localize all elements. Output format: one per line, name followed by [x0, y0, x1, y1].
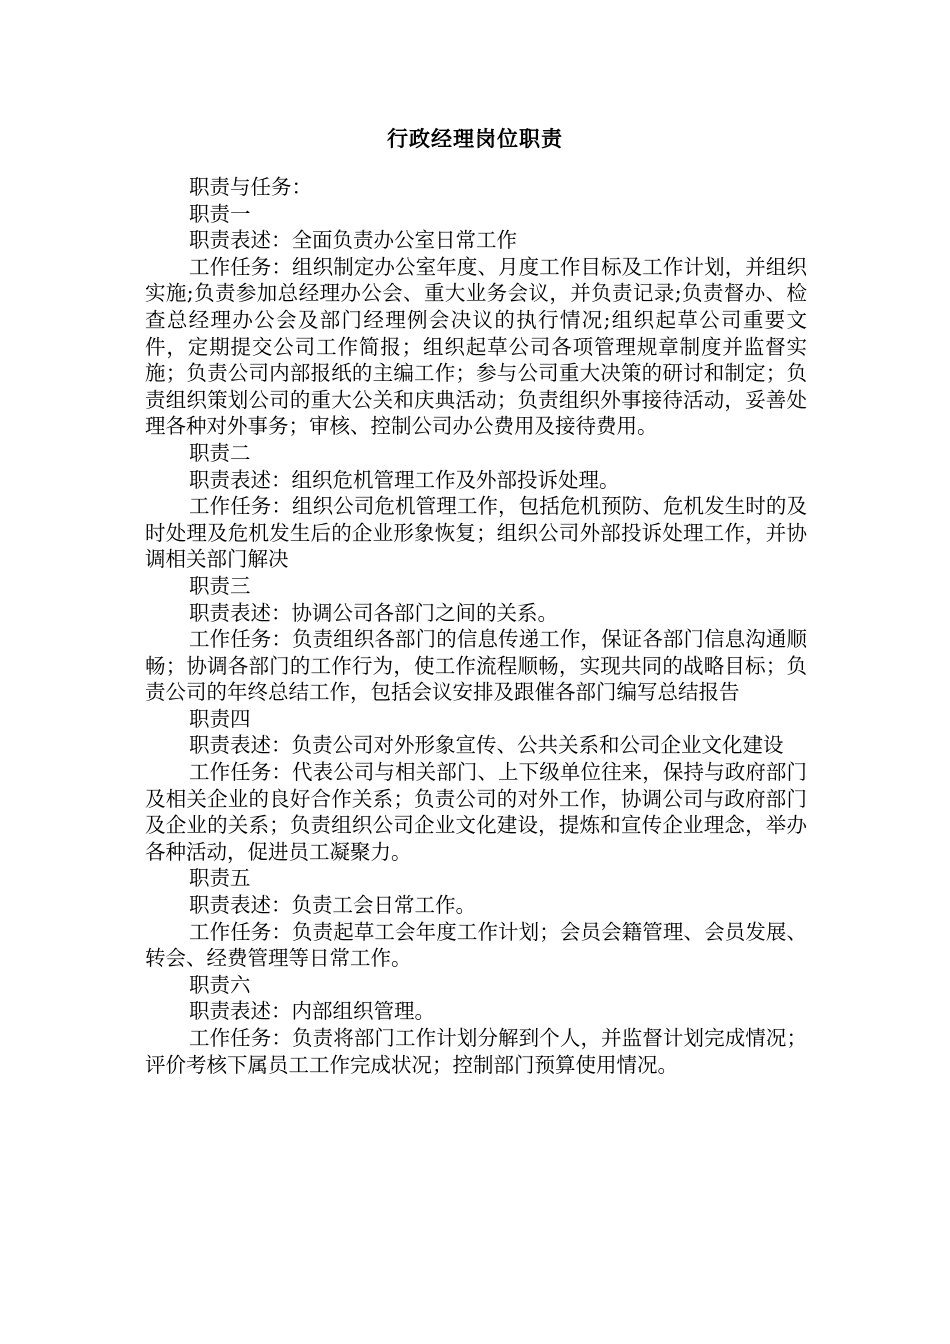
duty-6-tasks: 工作任务：负责将部门工作计划分解到个人，并监督计划完成情况；评价考核下属员工工作完成状况；控制部门预算使用情况。: [145, 1026, 807, 1077]
duty-6-description: 职责表述：内部组织管理。: [189, 999, 435, 1024]
duty-3-tasks: 工作任务：负责组织各部门的信息传递工作，保证各部门信息沟通顺畅；协调各部门的工作行为，使工作流程顺畅，实现共同的战略目标；负责公司的年终总结工作，包括会议安排及跟催各部门编写总结报告: [145, 627, 807, 705]
section-heading-duties-and-tasks: 职责与任务：: [189, 175, 312, 199]
duty-6-heading: 职责六: [189, 972, 251, 997]
duty-5-description: 职责表述：负责工会日常工作。: [189, 893, 476, 918]
document-body: [145, 174, 807, 1078]
document-title: 行政经理岗位职责: [387, 126, 563, 151]
duty-5-tasks: 工作任务：负责起草工会年度工作计划；会员会籍管理、会员发展、转会、经费管理等日常工作。: [145, 919, 807, 971]
duty-1-description: 职责表述：全面负责办公室日常工作: [189, 228, 517, 253]
duty-4-tasks: 工作任务：代表公司与相关部门、上下级单位往来，保持与政府部门及相关企业的良好合作关系；负责公司的对外工作，协调公司与政府部门及企业的关系；负责组织公司企业文化建设，提炼和宣传企业理念，举办各种活动，促进员工凝聚力。: [145, 760, 807, 864]
duty-2-tasks: 工作任务：组织公司危机管理工作，包括危机预防、危机发生时的及时处理及危机发生后的企业形象恢复；组织公司外部投诉处理工作，并协调相关部门解决: [145, 494, 807, 572]
duty-3-heading: 职责三: [189, 573, 251, 598]
duty-4-heading: 职责四: [189, 706, 251, 731]
duty-1-heading: 职责一: [189, 201, 251, 226]
duty-4-description: 职责表述：负责公司对外形象宣传、公共关系和公司企业文化建设: [189, 733, 784, 758]
duty-5-heading: 职责五: [189, 866, 251, 891]
duty-2-heading: 职责二: [189, 440, 251, 465]
duty-1-tasks: 工作任务：组织制定办公室年度、月度工作目标及工作计划，并组织实施;负责参加总经理办公会、重大业务会议，并负责记录;负责督办、检查总经理办公会及部门经理例会决议的执行情况;组织起草公司重要文件，定期提交公司工作简报；组织起草公司各项管理规章制度并监督实施；负责公司内部报纸的主编工作；参与公司重大决策的研讨和制定；负责组织策划公司的重大公关和庆典活动；负责组织外事接待活动，妥善处理各种对外事务；审核、控制公司办公费用及接待费用。: [145, 254, 807, 439]
duty-3-description: 职责表述：协调公司各部门之间的关系。: [189, 600, 558, 625]
duty-2-description: 职责表述：组织危机管理工作及外部投诉处理。: [189, 467, 620, 492]
